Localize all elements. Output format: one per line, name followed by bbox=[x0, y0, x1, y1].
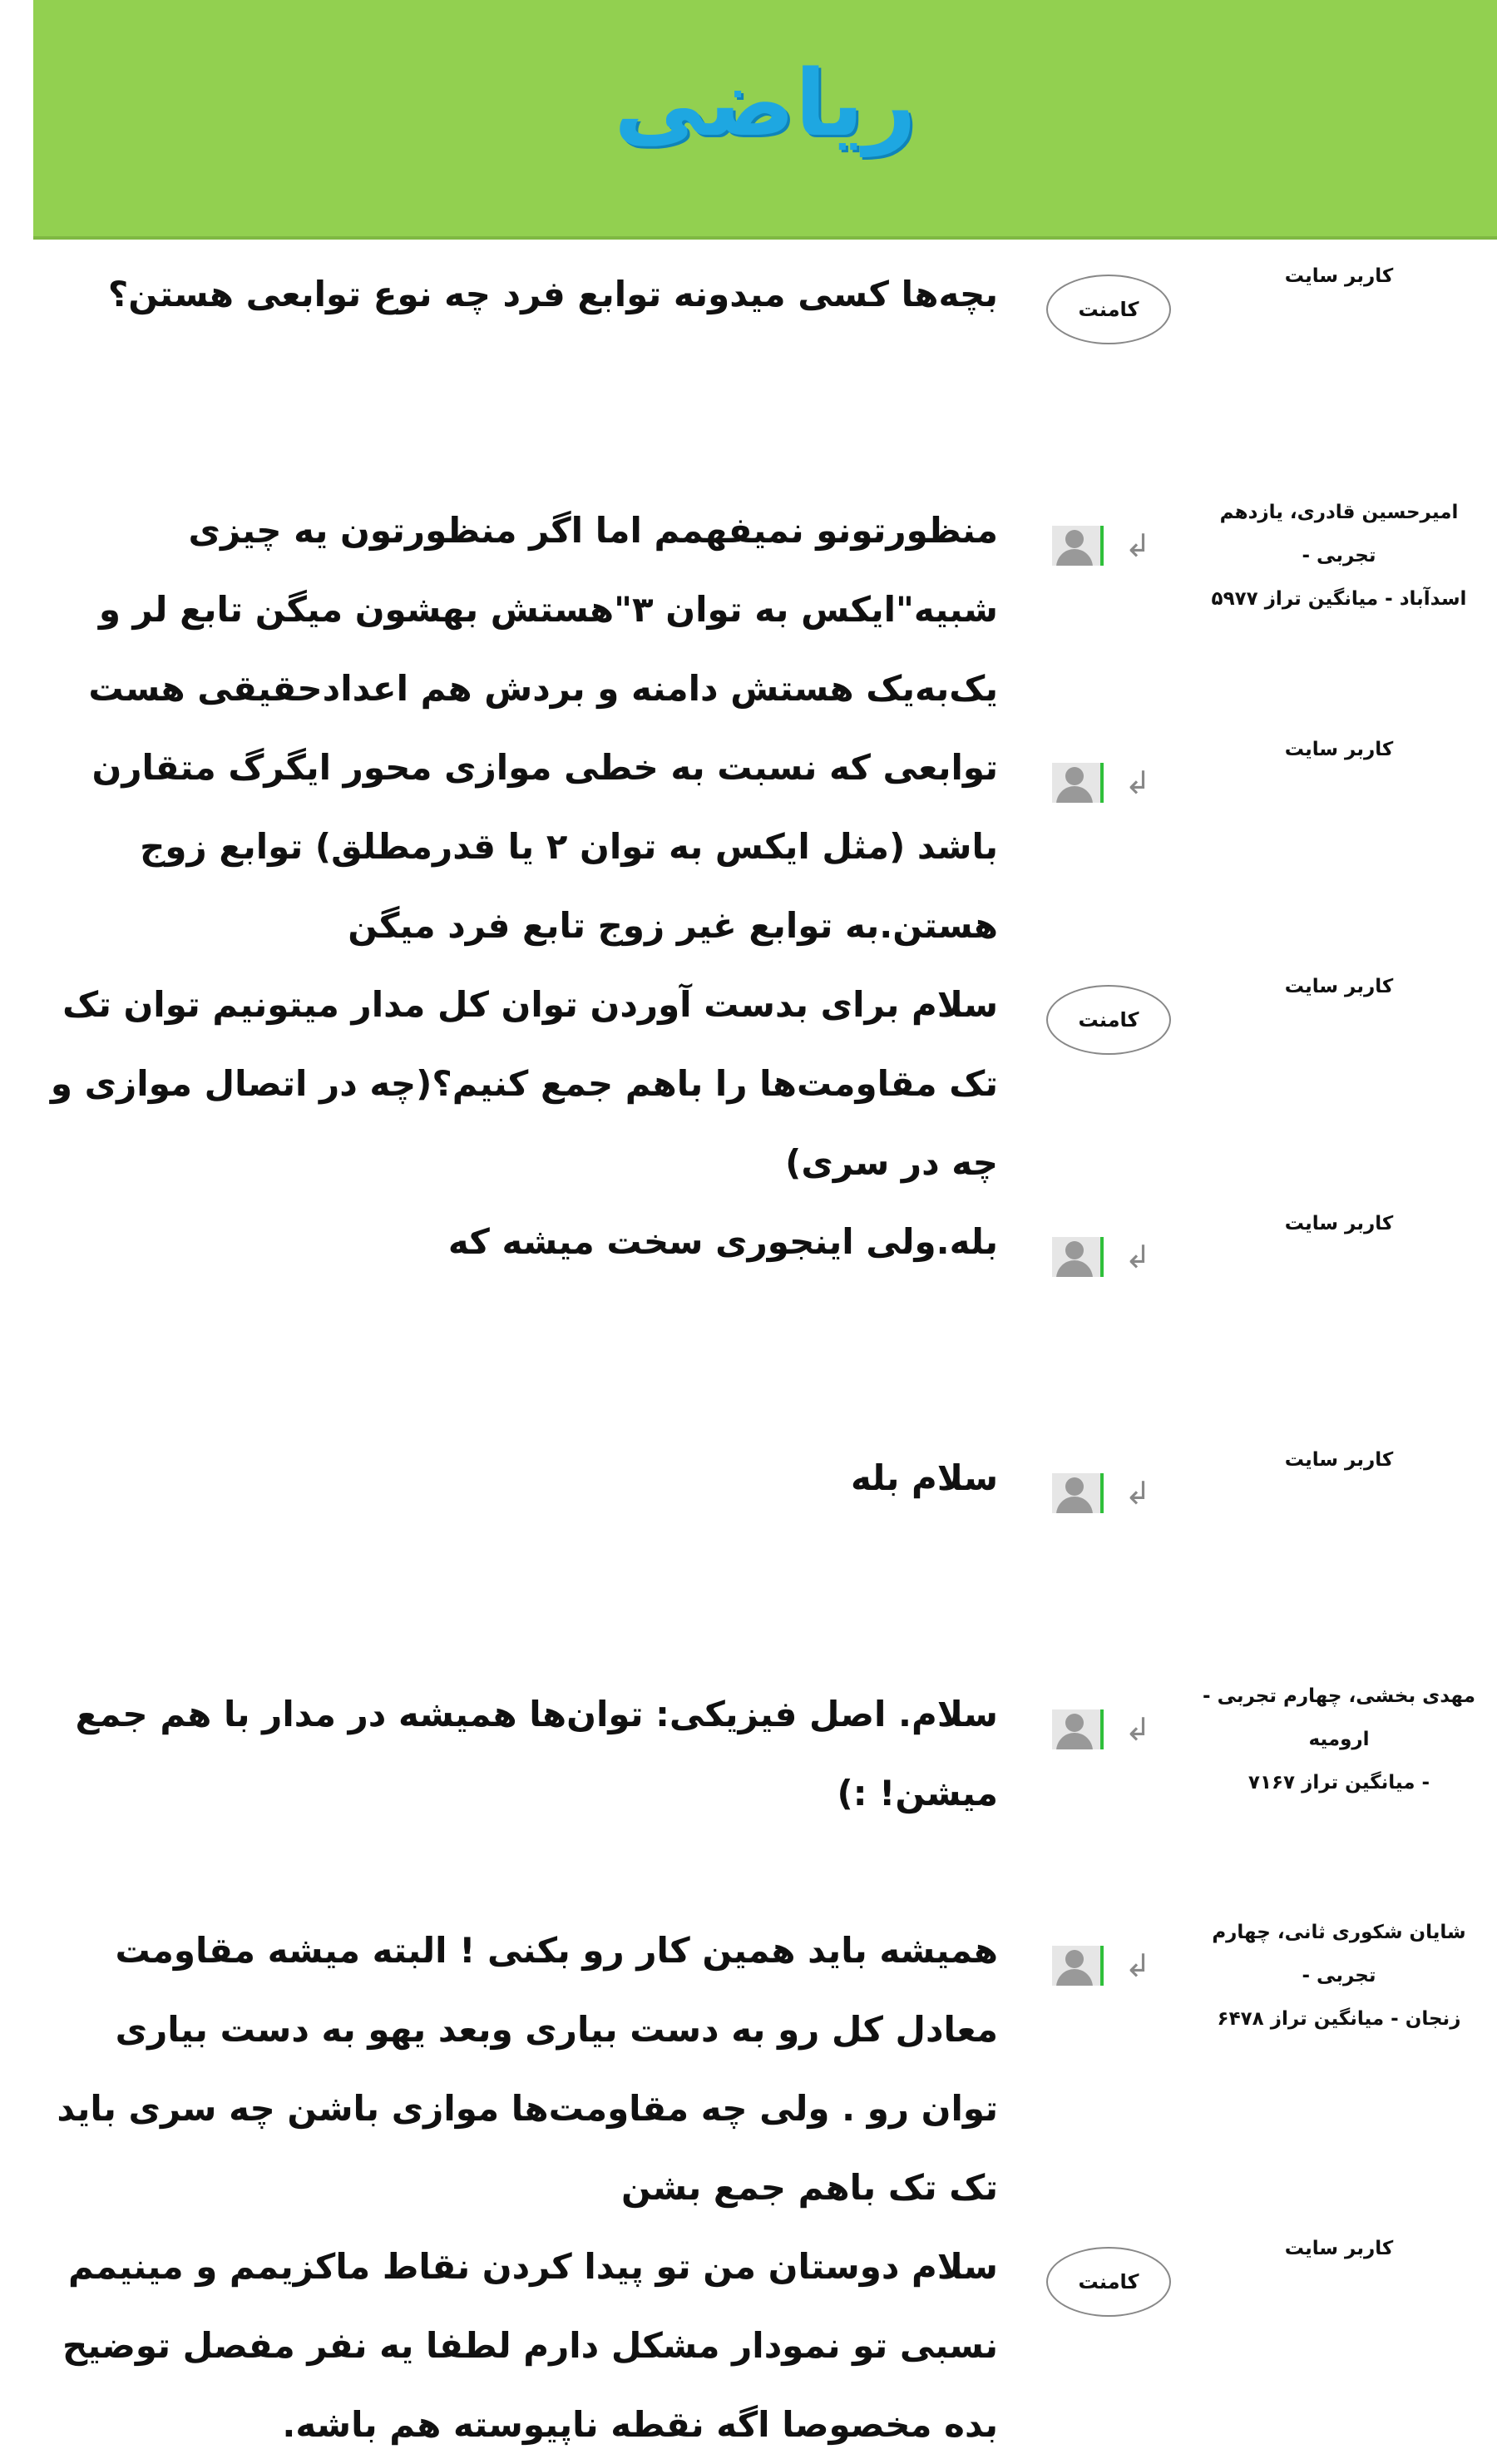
author-name: کاربر سایت bbox=[1284, 2238, 1394, 2259]
post-text: سلام دوستان من تو پیدا کردن نقاط ماکزیمم و مینیمم نسبی تو نمودار مشکل دارم لطفا یه نفر مفصل توضیح بده مخصوصا اگه نقطه ناپیوسته هم باشه. bbox=[62, 2246, 998, 2445]
reply-arrow-icon[interactable]: ↲ bbox=[1124, 764, 1151, 801]
author-name: شایان شکوری ثانی، چهارم تجربی - bbox=[1212, 1922, 1466, 1987]
reply-post bbox=[0, 1438, 1497, 1675]
reply-arrow-icon[interactable]: ↲ bbox=[1124, 1475, 1151, 1512]
avatar-icon bbox=[1052, 1473, 1104, 1513]
reply-arrow-icon[interactable]: ↲ bbox=[1124, 527, 1151, 564]
post-text: بله.ولی اینجوری سخت میشه که bbox=[447, 1221, 998, 1262]
author-name: امیرحسین قادری، یازدهم تجربی - bbox=[1219, 502, 1459, 567]
author-name: کاربر سایت bbox=[1284, 1449, 1394, 1471]
author-details: زنجان - میانگین تراز ۶۴۷۸ bbox=[1217, 2008, 1461, 2030]
comment-button[interactable] bbox=[1046, 275, 1171, 344]
page-header bbox=[33, 0, 1497, 240]
reply-post bbox=[0, 728, 1497, 965]
post-text: سلام بله bbox=[851, 1457, 998, 1498]
post-text: بچه‌ها کسی میدونه توابع فرد چه نوع توابعی هستن؟ bbox=[107, 274, 998, 314]
comment-label: کامنت bbox=[1078, 2270, 1139, 2293]
author-info bbox=[1189, 1202, 1489, 1245]
author-info bbox=[1189, 2227, 1489, 2270]
page-title: ریاضی bbox=[614, 50, 916, 156]
post-text: همیشه باید همین کار رو بکنی ! البته میشه مقاومت معادل کل رو به دست بیاری وبعد یهو به دست بیاری توان رو . ولی چه مقاومت‌ها موازی باشن چه سری باید تک تک باهم جمع بشن bbox=[57, 1930, 998, 2208]
author-name: مهدی بخشی، چهارم تجربی - ارومیه bbox=[1203, 1685, 1475, 1750]
author-name: کاربر سایت bbox=[1284, 265, 1394, 287]
author-name: کاربر سایت bbox=[1284, 1213, 1394, 1234]
avatar-icon bbox=[1052, 1237, 1104, 1277]
reply-post bbox=[0, 1911, 1497, 2227]
comment-post bbox=[0, 255, 1497, 491]
comment-post bbox=[0, 965, 1497, 1202]
author-info bbox=[1189, 255, 1489, 298]
author-info bbox=[1189, 728, 1489, 771]
author-info bbox=[1189, 491, 1489, 621]
comment-post bbox=[0, 2227, 1497, 2464]
author-info bbox=[1189, 1438, 1489, 1482]
avatar-icon bbox=[1052, 1709, 1104, 1749]
comment-label: کامنت bbox=[1078, 1008, 1139, 1032]
author-details: - میانگین تراز ۷۱۶۷ bbox=[1248, 1772, 1430, 1794]
avatar-icon bbox=[1052, 1946, 1104, 1986]
avatar-icon bbox=[1052, 526, 1104, 566]
reply-post bbox=[0, 491, 1497, 728]
reply-arrow-icon[interactable]: ↲ bbox=[1124, 1947, 1151, 1984]
reply-post bbox=[0, 1202, 1497, 1438]
comment-button[interactable] bbox=[1046, 2247, 1171, 2317]
avatar-icon bbox=[1052, 763, 1104, 803]
post-text: سلام. اصل فیزیکی: توان‌ها همیشه در مدار با هم جمع میشن! :) bbox=[75, 1694, 998, 1813]
author-info bbox=[1189, 965, 1489, 1008]
author-details: اسدآباد - میانگین تراز ۵۹۷۷ bbox=[1211, 588, 1467, 610]
author-info bbox=[1189, 1675, 1489, 1804]
post-text: منظورتونو نمیفهمم اما اگر منظورتون یه چیزی شبیه"ایکس به توان ۳"هستش بهشون میگن تابع لر و یک‌به‌یک هستش دامنه و بردش هم اعدادحقیقی هست bbox=[88, 510, 998, 709]
reply-arrow-icon[interactable]: ↲ bbox=[1124, 1239, 1151, 1275]
post-text: سلام برای بدست آوردن توان کل مدار میتونیم توان تک تک مقاومت‌ها را باهم جمع کنیم؟(چه در اتصال موازی و چه در سری) bbox=[50, 984, 998, 1183]
author-name: کاربر سایت bbox=[1284, 739, 1394, 760]
author-name: کاربر سایت bbox=[1284, 976, 1394, 997]
comment-label: کامنت bbox=[1078, 298, 1139, 321]
comment-button[interactable] bbox=[1046, 985, 1171, 1055]
author-info bbox=[1189, 1911, 1489, 2041]
reply-post bbox=[0, 1675, 1497, 1911]
reply-arrow-icon[interactable]: ↲ bbox=[1124, 1711, 1151, 1748]
post-text: توابعی که نسبت به خطی موازی محور ایگرگ متقارن باشد (مثل ایکس به توان ۲ یا قدرمطلق) توابع زوج هستن.به توابع غیر زوج تابع فرد میگن bbox=[91, 747, 998, 946]
post-list bbox=[0, 255, 1497, 2464]
